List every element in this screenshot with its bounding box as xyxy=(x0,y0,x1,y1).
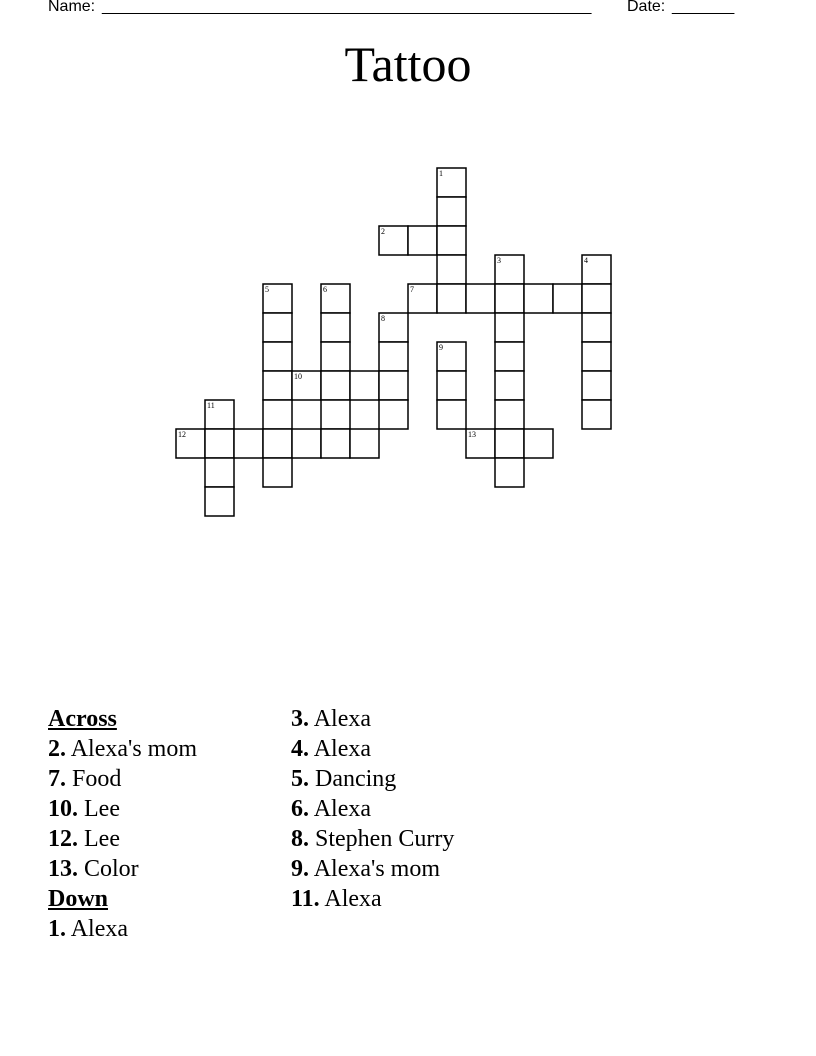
date-line: _______ xyxy=(672,0,735,15)
grid-cell[interactable] xyxy=(379,371,408,400)
clue-number: 5 xyxy=(265,285,269,294)
down-clue: 8. Stephen Curry xyxy=(291,826,455,852)
clue-number: 13 xyxy=(468,430,476,439)
grid-cell[interactable] xyxy=(408,226,437,255)
grid-cell[interactable] xyxy=(495,429,524,458)
grid-cell[interactable] xyxy=(582,371,611,400)
grid-cell[interactable] xyxy=(234,429,263,458)
grid-cell[interactable] xyxy=(495,342,524,371)
clue-number: 11 xyxy=(207,401,215,410)
grid-cell[interactable] xyxy=(263,313,292,342)
grid-cell[interactable] xyxy=(321,313,350,342)
grid-cell[interactable] xyxy=(582,400,611,429)
grid-cell[interactable] xyxy=(263,371,292,400)
grid-cell[interactable] xyxy=(379,400,408,429)
grid-cell[interactable] xyxy=(263,458,292,487)
grid-cell[interactable] xyxy=(205,487,234,516)
down-clue: 1. Alexa xyxy=(48,916,128,942)
grid-cell[interactable] xyxy=(350,429,379,458)
grid-cell[interactable] xyxy=(437,255,466,284)
across-clue: 10. Lee xyxy=(48,796,120,822)
grid-cell[interactable] xyxy=(379,342,408,371)
clues-column-left xyxy=(48,704,197,944)
down-clue: 9. Alexa's mom xyxy=(291,856,440,882)
clue-number: 1 xyxy=(439,169,443,178)
name-label: Name: xyxy=(48,0,96,15)
across-heading: Across xyxy=(48,706,117,732)
grid-cell[interactable] xyxy=(437,226,466,255)
date-label: Date: xyxy=(627,0,666,15)
grid-cell[interactable] xyxy=(292,429,321,458)
grid-cell[interactable] xyxy=(495,458,524,487)
grid-cell[interactable] xyxy=(263,429,292,458)
grid-cell[interactable] xyxy=(495,371,524,400)
down-clue: 3. Alexa xyxy=(291,706,371,732)
grid-cell[interactable] xyxy=(582,313,611,342)
clue-number: 7 xyxy=(410,285,414,294)
page-title: Tattoo xyxy=(344,36,472,92)
down-heading: Down xyxy=(48,886,109,912)
grid-cell[interactable] xyxy=(437,371,466,400)
grid-cell[interactable] xyxy=(553,284,582,313)
clue-number: 10 xyxy=(294,372,302,381)
clue-number: 4 xyxy=(584,256,588,265)
across-clue: 7. Food xyxy=(48,766,122,792)
grid-cell[interactable] xyxy=(524,284,553,313)
grid-cell[interactable] xyxy=(205,458,234,487)
grid-cell[interactable] xyxy=(495,313,524,342)
across-clue: 13. Color xyxy=(48,856,139,882)
clue-number: 6 xyxy=(323,285,327,294)
clue-number: 2 xyxy=(381,227,385,236)
grid-cell[interactable] xyxy=(205,429,234,458)
down-clue: 6. Alexa xyxy=(291,796,371,822)
grid-cell[interactable] xyxy=(321,429,350,458)
across-clue: 12. Lee xyxy=(48,826,120,852)
across-clue: 2. Alexa's mom xyxy=(48,736,197,762)
grid-cell[interactable] xyxy=(495,400,524,429)
grid-cell[interactable] xyxy=(321,371,350,400)
grid-cell[interactable] xyxy=(524,429,553,458)
grid-cell[interactable] xyxy=(437,284,466,313)
clue-number: 8 xyxy=(381,314,385,323)
grid-cell[interactable] xyxy=(466,284,495,313)
grid-cell[interactable] xyxy=(437,197,466,226)
grid-cell[interactable] xyxy=(321,342,350,371)
grid-cell[interactable] xyxy=(582,284,611,313)
down-clue: 11. Alexa xyxy=(291,886,382,912)
down-clue: 4. Alexa xyxy=(291,736,371,762)
clue-number: 9 xyxy=(439,343,443,352)
grid-cell[interactable] xyxy=(263,400,292,429)
grid-cell[interactable] xyxy=(350,371,379,400)
clue-number: 3 xyxy=(497,256,501,265)
name-line: _______________________________________________________ xyxy=(102,0,592,15)
down-clue: 5. Dancing xyxy=(291,766,397,792)
grid-cell[interactable] xyxy=(263,342,292,371)
grid-cell[interactable] xyxy=(495,284,524,313)
grid-cell[interactable] xyxy=(321,400,350,429)
grid-cell[interactable] xyxy=(437,400,466,429)
clue-number: 12 xyxy=(178,430,186,439)
grid-cell[interactable] xyxy=(582,342,611,371)
clues-column-right xyxy=(291,704,454,914)
